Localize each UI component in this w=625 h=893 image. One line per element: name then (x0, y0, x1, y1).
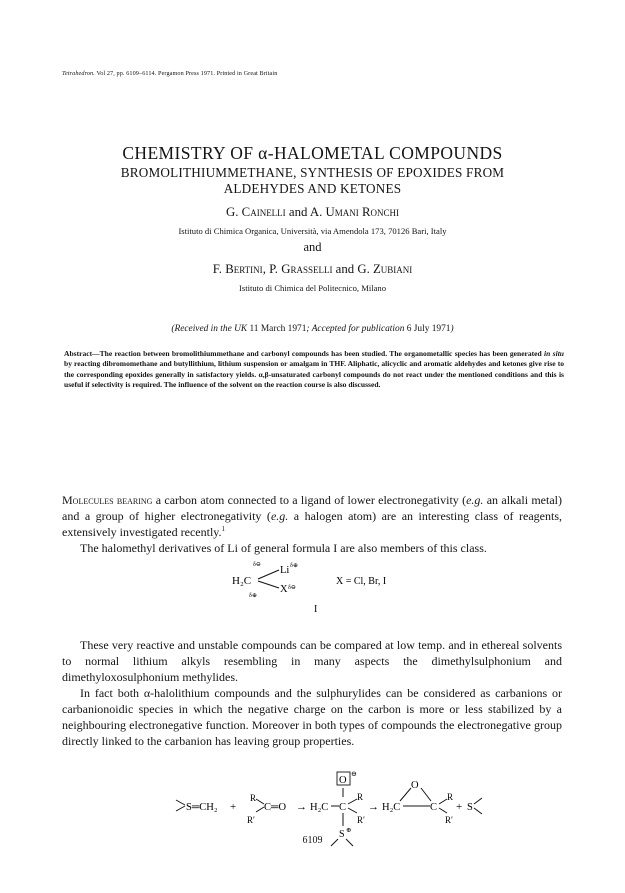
journal-volume-info: Vol 27, pp. 6109–6114. Pergamon Press 1971. Printed in Great Britain (96, 70, 278, 77)
accepted-date: 6 July 1971 (406, 324, 451, 334)
author-initial: G. (226, 205, 242, 219)
formula-li: Li (280, 565, 290, 576)
subtitle-line-2: ALDEHYDES AND KETONES (223, 180, 402, 196)
formula-charge-x: δ⊖ (288, 585, 296, 591)
author-name: Zubiani (372, 262, 413, 276)
author-name: Cainelli (241, 205, 286, 219)
paragraph-2: The halomethyl derivatives of Li of general formula I are also members of this class. (80, 541, 487, 555)
formula-label: I (314, 604, 318, 615)
scheme-bond (256, 807, 264, 812)
formula-charge-c: δ⊕ (249, 593, 257, 599)
scheme-epoxide-c: C (430, 802, 438, 813)
abstract-text: —The reaction between bromolithiummethane and carbonyl compounds has been studied. The organometallic species has been generated (92, 349, 545, 358)
scheme-epoxide-co-bond (400, 788, 411, 801)
scheme-bond (439, 799, 447, 804)
affiliation-1: Istituto di Chimica Organica, Università, via Amendola 173, 70126 Bari, Italy (178, 226, 447, 236)
eg-italic: e.g. (270, 509, 289, 523)
author-name: Grasselli (281, 262, 333, 276)
author-joiner: and (285, 205, 310, 219)
subtitle-line-1: BROMOLITHIUMMETHANE, SYNTHESIS OF EPOXIDES FROM (120, 165, 505, 180)
scheme-oxide-charge: ⊖ (351, 770, 357, 778)
scheme-epoxide-o: O (411, 780, 419, 791)
scheme-oxide-o: O (339, 775, 347, 786)
scheme-bond (474, 798, 482, 804)
accepted-label: ; Accepted for publication (306, 324, 407, 334)
reference-superscript: 1 (221, 525, 225, 533)
formula-x: X (280, 584, 288, 595)
scheme-carbon: C (339, 802, 347, 813)
scheme-r-prime: R′ (247, 815, 255, 825)
scheme-r: R (357, 792, 364, 802)
formula-h2c: H₂C (232, 575, 252, 587)
formula-charge-delta-minus: δ⊖ (253, 562, 261, 568)
scheme-bond (256, 799, 264, 804)
author-initial: A. (309, 205, 326, 219)
scheme-sulfide-s: S (467, 802, 473, 813)
scheme-methyl-bond-lower (176, 806, 185, 811)
author-name: Bertini (225, 262, 263, 276)
author-separator: , (262, 262, 270, 276)
affiliation-2: Istituto di Chimica del Politecnico, Milano (238, 283, 387, 293)
author-joiner: and (332, 262, 358, 276)
article-title: CHEMISTRY OF α-HALOMETAL COMPOUNDS (122, 143, 503, 163)
eg-italic: e.g. (466, 493, 484, 507)
journal-name: Tetrahedron. (62, 70, 95, 77)
formula-charge-li: δ⊕ (290, 563, 298, 569)
scheme-carbonyl: C═O (264, 802, 287, 813)
scheme-bond (348, 808, 357, 813)
paragraph-text: an alkali metal) and a group of higher electronegativity ( (62, 493, 562, 523)
paragraph-4: In fact both α-halolithium compounds and the sulphurylides can be considered as carbanions or carbanionoidic species in which the negative charge on the carbon is more or less stabilized by a neighbouring electronegative function. Moreover in both types of compounds the electronegative group directly linked to the carbanion has leaving group properties. (62, 686, 562, 748)
scheme-bond (474, 808, 482, 814)
formula-x-definition: X = Cl, Br, I (336, 576, 387, 587)
scheme-sulfonium-s: S (339, 829, 345, 840)
author-name: Umani Ronchi (325, 205, 399, 219)
author-initial: F. (212, 262, 226, 276)
and-separator: and (303, 240, 322, 254)
received-label: (Received in the UK (171, 324, 250, 334)
scheme-sulfonium-charge: ⊕ (346, 827, 352, 834)
scheme-r-prime: R′ (445, 815, 453, 825)
scheme-epoxide-h2c: H₂C (382, 802, 401, 813)
paragraph-text: a halogen atom) are an interesting class of reagents, extensively investigated recently. (62, 509, 562, 539)
scheme-sulfur-ylide: S═CH₂ (186, 802, 218, 813)
abstract-in-situ: in situ (544, 349, 564, 358)
scheme-plus: + (230, 801, 237, 813)
scheme-arrow-2: → (368, 801, 379, 813)
received-close: ) (450, 324, 454, 334)
abstract-label: Abstract (64, 349, 93, 358)
abstract-text: by reacting dibromomethane and butyllithium, lithium suspension or amalgam in THF. Aliphatic, alicyclic and aromatic aldehydes and ketones give rise to the corresponding epoxides generally in satisfactory yields. α,β-unsaturated carbonyl compounds do not react under the mentioned conditions and this is useful if selectivity is required. The influence of the solvent on the reaction course is also discussed. (64, 359, 564, 390)
scheme-methyl-bond-upper (176, 800, 185, 805)
scheme-r-prime: R′ (357, 815, 365, 825)
scheme-h2c: H₂C (310, 802, 329, 813)
scheme-arrow-1: → (296, 801, 307, 813)
author-initial: P. (269, 262, 282, 276)
scheme-r: R (250, 793, 257, 803)
scheme-bond (439, 808, 447, 813)
page-number: 6109 (302, 835, 323, 846)
scheme-plus: + (456, 801, 463, 813)
scheme-r: R (447, 792, 454, 802)
scheme-epoxide-co-bond (421, 788, 431, 801)
author-initial: G. (357, 262, 373, 276)
paragraph-text: a carbon atom connected to a ligand of lower electronegativity ( (152, 493, 467, 507)
received-date: 11 March 1971 (249, 324, 307, 334)
paragraph-leadin: Molecules bearing (62, 493, 153, 507)
paragraph-3: These very reactive and unstable compounds can be compared at low temp. and in ethereal solvents to normal lithium alkyls resembling in many aspects the dimethylsulphonium and dimethyloxosulphonium methylides. (62, 638, 562, 684)
scheme-bond (348, 799, 357, 804)
